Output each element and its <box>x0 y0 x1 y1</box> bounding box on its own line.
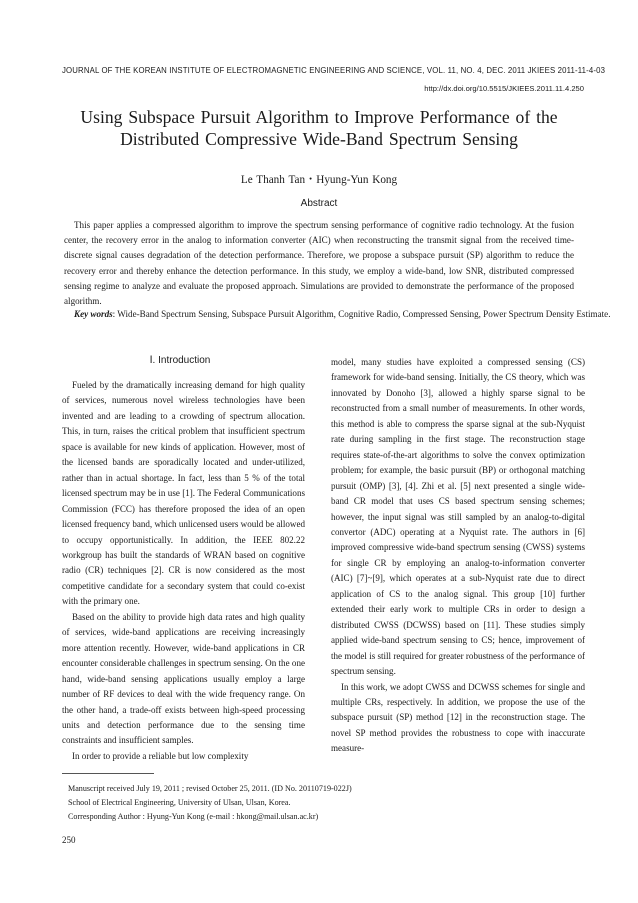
page-number: 250 <box>62 835 76 845</box>
abstract-body: This paper applies a compressed algorithm to improve the spectrum sensing performance of cognitive radio technology. At the fusion center, the recovery error in the analog to information converter (AIC) when reconstructing the transmit signal from the received time-discrete signal causes degradation of the detection performance. Therefore, we propose a subspace pursuit (SP) algorithm to reduce the recovery error and thereby enhance the detection performance. In this study, we employ a wide-band, low SNR, distributed compressed sensing regime to analyze and evaluate the proposed approach. Simulations are provided to demonstrate the performance of the proposed algorithm. <box>64 220 574 307</box>
abstract-heading: Abstract <box>300 198 338 209</box>
paragraph: Based on the ability to provide high data rates and high quality of services, wide-band applications are receiving increasingly more attention recently. However, wide-band applications in CR encounter considerable challenges in spectrum sensing. On the one hand, wide-band sensing applications usually employ a large number of RF devices to deal with the wide frequency range. On the other hand, a trade-off exists between high-speed processing units and detection performance due to the sensing time constraints and insufficient samples. <box>62 611 305 746</box>
right-column <box>331 355 585 757</box>
footnote-corresponding: Corresponding Author : Hyung-Yun Kong (e-mail : hkong@mail.ulsan.ac.kr) <box>68 812 319 821</box>
left-column <box>62 378 305 764</box>
paragraph: model, many studies have exploited a compressed sensing (CS) framework for wide-band sensing. Initially, the CS theory, which was innovated by Donoho [3], allowed a highly sparse signal to be reconstructed from a small number of measurements. In other words, this method is able to compress the sparse signal at the sub-Nyquist rate during sampling in the first stage. The reconstruction stage requires state-of-the-art algorithms to solve the convex optimization problem; for example, the basic pursuit (BP) or orthogonal matching pursuit (OMP) [3], [4]. Zhi et al. [5] next presented a single wide-band CR model that uses CS based spectrum sensing schemes; however, the input signal was still sampled by an analog-to-digital convertor (ADC) operating at a Nyquist rate. The authors in [6] improved compressive wide-band spectrum sensing (CWSS) systems for single CR by employing an analog-to-information converter (AIC) [7]~[9], which operates at a sub-Nyquist rate due to direct application of CS to the analog signal. This group [10] further extended their early work to multiple CRs in order to design a distributed CWSS (DCWSS) based on [11]. These studies simply applied wide-band spectrum sensing to CS; hence, improvement of the model is still required for greater robustness of the performance of spectrum sensing. <box>331 357 585 677</box>
paragraph: Fueled by the dramatically increasing demand for high quality of services, numerous novel wireless technologies have been invented and are leading to a crowding of spectrum allocation. This, in turn, raises the critical problem that insufficient spectrum space is available for new kinds of application. However, most of the licensed bands are sporadically located and under-utilized, rather than in actual shortage. In fact, less than 5 % of the total licensed spectrum may be in use [1]. The Federal Communications Commission (FCC) has therefore proposed the idea of an open licensed frequency band, which unlicensed users would be allowed to occupy opportunistically. In addition, the IEEE 802.22 workgroup has built the standards of WRAN based on cognitive radio (CR) techniques [2]. CR is now considered as the most competitive candidate for a secondary system that could co-exist with the primary one. <box>62 380 305 607</box>
paper-title: Using Subspace Pursuit Algorithm to Improve Performance of the Distributed Compressive Wide-Band Spectrum Sensing <box>80 107 558 149</box>
footnote-affiliation: School of Electrical Engineering, University of Ulsan, Ulsan, Korea. <box>68 798 291 807</box>
authors: Le Thanh Tan・Hyung-Yun Kong <box>240 174 398 186</box>
paragraph: In order to provide a reliable but low complexity <box>72 750 249 761</box>
section-heading-introduction: Ⅰ. Introduction <box>149 355 211 366</box>
keywords <box>74 307 633 322</box>
doi-link[interactable]: http://dx.doi.org/10.5515/JKIEES.2011.11.4.250 <box>424 84 584 93</box>
keywords-text: : Wide-Band Spectrum Sensing, Subspace Pursuit Algorithm, Cognitive Radio, Compressed Sensing, Power Spectrum Density Estimate. <box>112 309 611 319</box>
journal-header: JOURNAL OF THE KOREAN INSTITUTE OF ELECTROMAGNETIC ENGINEERING AND SCIENCE, VOL. 11, NO. 4, DEC. 2011 JKIEES 2011-11-4-03 <box>62 66 606 75</box>
paragraph: In this work, we adopt CWSS and DCWSS schemes for single and multiple CRs, respectively. In addition, we propose the use of the subspace pursuit (SP) method [12] in the reconstruction stage. The novel SP method provides the robustness to cope with inaccurate measure- <box>331 681 585 754</box>
keywords-label: Key words <box>74 309 113 319</box>
footnote-manuscript: Manuscript received July 19, 2011 ; revised October 25, 2011. (ID No. 20110719-022J) <box>68 784 352 793</box>
footnote-divider <box>62 773 154 774</box>
